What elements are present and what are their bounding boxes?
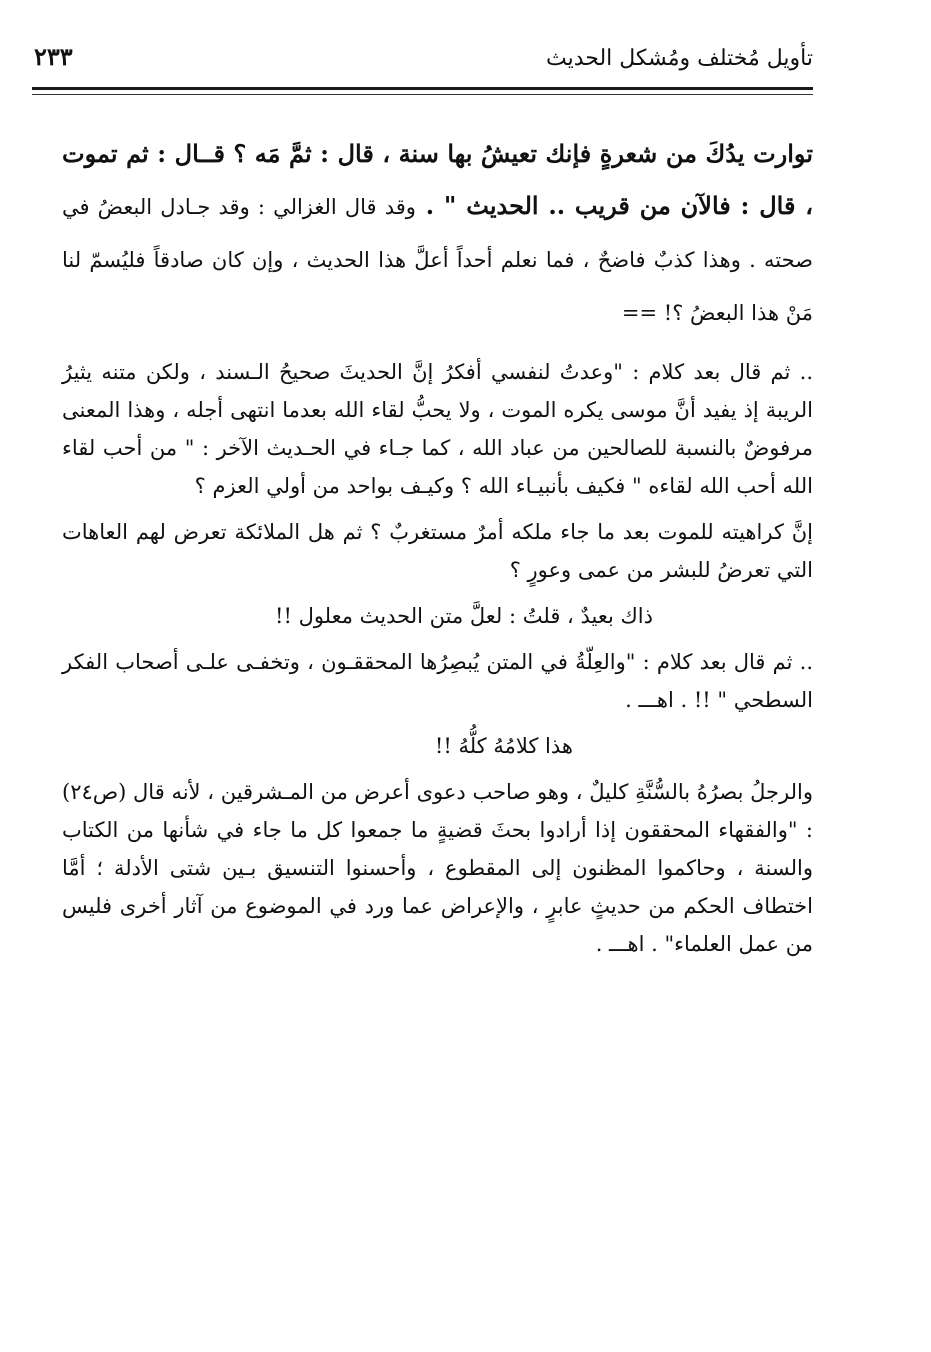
paragraph-1 [62, 128, 813, 339]
paragraph-7: والرجلُ بصرُهُ بالسُّنَّةِ كليلٌ ، وهو صاحب دعوى أعرض من المـشرقين ، لأنه قال (ص٢٤) : "والفقهاء المحققون إذا أرادوا بحثَ قضيةٍ ما جمعوا كل ما جاء في شأنها من الكتاب والسنة ، وحاكموا المظنون إلى المقطوع ، وأحسنوا التنسيق بـين شتى الأدلة ؛ أمَّا اختطاف الحكم من حديثٍ عابرٍ ، والإعراض عما ورد في الموضوع من آثار أخرى فليس من عمل العلماء" . اهـــ . [62, 780, 813, 956]
header-rule-thick [32, 87, 813, 90]
spacer [62, 505, 813, 513]
spacer [62, 765, 813, 773]
spacer [62, 339, 813, 353]
paragraph-1-continuation: وقد قال الغزالي : وقد جـادل البعضُ في صحته . وهذا كذبٌ فاضحٌ ، فما نعلم أحداً أعلَّ هذا الحديث ، وإن كان صادقاً فليُسمّ لنا مَنْ هذا البعضُ ؟! == [62, 195, 813, 325]
paragraph-5: .. ثم قال بعد كلام : "والعِلّةُ في المتن يُبصِرُها المحققـون ، وتخفـى علـى أصحاب الفكر السطحي " !! . اهـــ . [62, 650, 813, 712]
paragraph-6: هذا كلامُهُ كلُّهُ !! [434, 734, 573, 758]
spacer [62, 719, 813, 727]
paragraph-4: ذاك بعيدٌ ، قلتُ : لعلَّ متن الحديث معلول !! [275, 604, 653, 628]
paragraph-3: إنَّ كراهيته للموت بعد ما جاء ملكه أمرٌ مستغربٌ ؟ ثم هل الملائكة تعرض لهم العاهات التي تعرضُ للبشر من عمى وعورٍ ؟ [62, 520, 813, 582]
body-text [62, 128, 813, 963]
page-number: ٢٣٣ [34, 42, 73, 71]
running-header [32, 38, 813, 86]
spacer [62, 635, 813, 643]
hadith-quote-text: توارت يدُكَ من شعرةٍ فإنك تعيشُ بها سنة ، قال : ثمَّ مَه ؟ قــال : ثم تموت ، قال : فالآن من قريب .. الحديث " . [62, 139, 814, 220]
spacer [62, 589, 813, 597]
paragraph-2: .. ثم قال بعد كلام : "وعدتُ لنفسي أفكرُ إنَّ الحديثَ صحيحُ الـسند ، ولكن متنه يثيرُ الريبة إذ يفيد أنَّ موسى يكره الموت ، ولا يحبُّ لقاء الله بعدما انتهى أجله ، وهذا المعنى مرفوضٌ بالنسبة للصالحين من عباد الله ، كما جـاء في الحـديث الآخر : " من أحب لقاء الله أحب الله لقاءه " فكيف بأنبيـاء الله ؟ وكيـف بواحد من أولي العزم ؟ [62, 360, 813, 498]
header-rule-thin [32, 94, 813, 95]
book-title: تأويل مُختلف ومُشكل الحديث [545, 46, 813, 71]
